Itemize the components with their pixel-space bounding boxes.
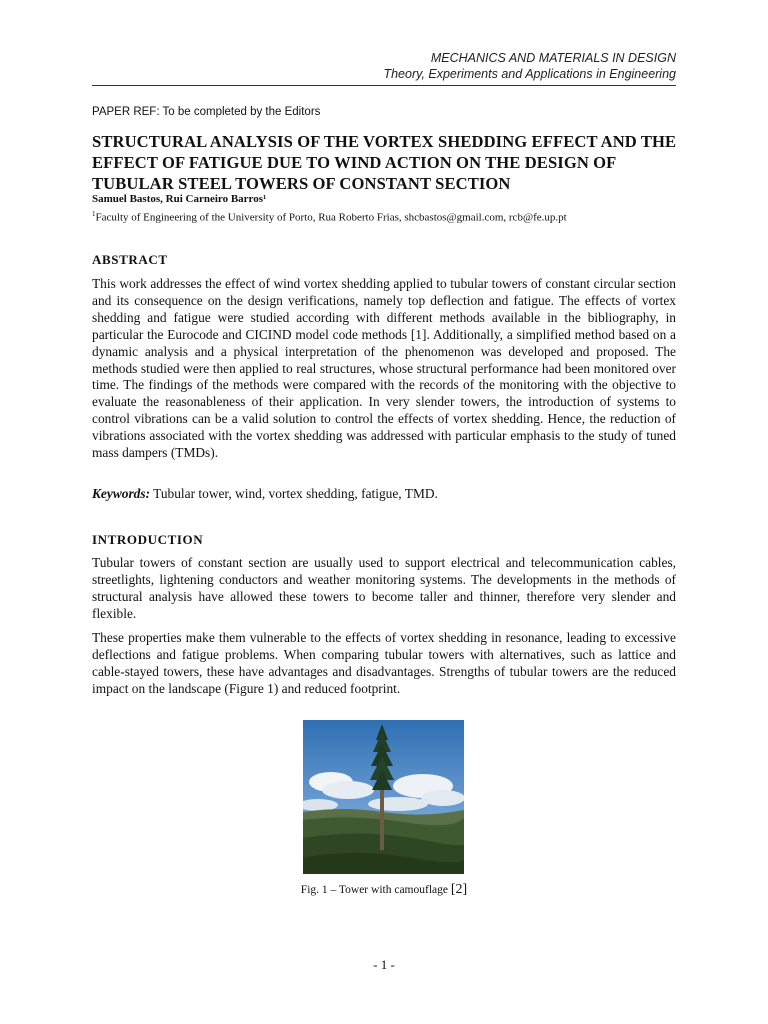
paper-ref: PAPER REF: To be completed by the Editors xyxy=(92,106,321,118)
keywords xyxy=(92,486,676,503)
keywords-label: Keywords: xyxy=(92,486,151,501)
journal-subtitle: Theory, Experiments and Applications in Engineering xyxy=(383,67,676,81)
figure-caption-ref: [2] xyxy=(450,882,468,897)
header-rule xyxy=(92,85,676,86)
affiliation xyxy=(92,210,567,224)
figure-caption-text: Fig. 1 – Tower with camouflage xyxy=(300,884,451,896)
keywords-text: Tubular tower, wind, vortex shedding, fatigue, TMD. xyxy=(150,486,438,501)
authors: Samuel Bastos, Rui Carneiro Barros¹ xyxy=(92,193,267,205)
tower-camouflage-photo xyxy=(303,720,464,874)
introduction-paragraph-2: These properties make them vulnerable to the effects of vortex shedding in resonance, leading to excessive deflections and fatigue problems. When comparing tubular towers with alternatives, such as lattice and cable-stayed towers, these have advantages and disadvantages. Strengths of tubular towers are the reduced impact on the landscape (Figure 1) and reduced footprint. xyxy=(92,630,676,696)
introduction-paragraph-1: Tubular towers of constant section are usually used to support electrical and telecommunication cables, streetlights, lightening conductors and weather monitoring systems. The developments in the methods of structural analysis have allowed these towers to become taller and thinner, therefore very slender and flexible. xyxy=(92,555,676,621)
figure-caption xyxy=(0,882,768,898)
figure-image xyxy=(303,720,464,874)
journal-title: MECHANICS AND MATERIALS IN DESIGN xyxy=(430,51,676,65)
paper-title: STRUCTURAL ANALYSIS OF THE VORTEX SHEDDING EFFECT AND THE EFFECT OF FATIGUE DUE TO WIND ACTION ON THE DESIGN OF TUBULAR STEEL TOWERS OF CONSTANT SECTION xyxy=(92,132,677,193)
page-number: - 1 - xyxy=(373,957,395,972)
affiliation-text: Faculty of Engineering of the University of Porto, Rua Roberto Frias, shcbastos@gmail.com, rcb@fe.up.pt xyxy=(95,211,567,224)
abstract-body: This work addresses the effect of wind vortex shedding applied to tubular towers of constant circular section and its consequence on the design verifications, namely top deflection and fatigue. The effects of vortex shedding and fatigue were studied according with different methods available in the bibliography, in particular the Eurocode and CICIND model code methods [1]. Additionally, a simplified method based on a dynamic analysis and a physical interpretation of the phenomenon was developed and proposed. The methods studied were then applied to real structures, whose structural performance had been monitored over time. The findings of the methods were compared with the records of the monitoring with the objective to evaluate the reasonableness of their application. In very slender towers, the introduction of systems to control vibrations can be a valid solution to control the effects of vortex shedding. Hence, the reduction of vibrations associated with the vortex shedding was addressed with particular emphasis to the study of tuned mass dampers (TMDs). xyxy=(92,276,676,461)
abstract-heading: ABSTRACT xyxy=(92,252,168,267)
introduction-heading: INTRODUCTION xyxy=(92,532,204,547)
affiliation-mark: 1 xyxy=(92,210,96,218)
